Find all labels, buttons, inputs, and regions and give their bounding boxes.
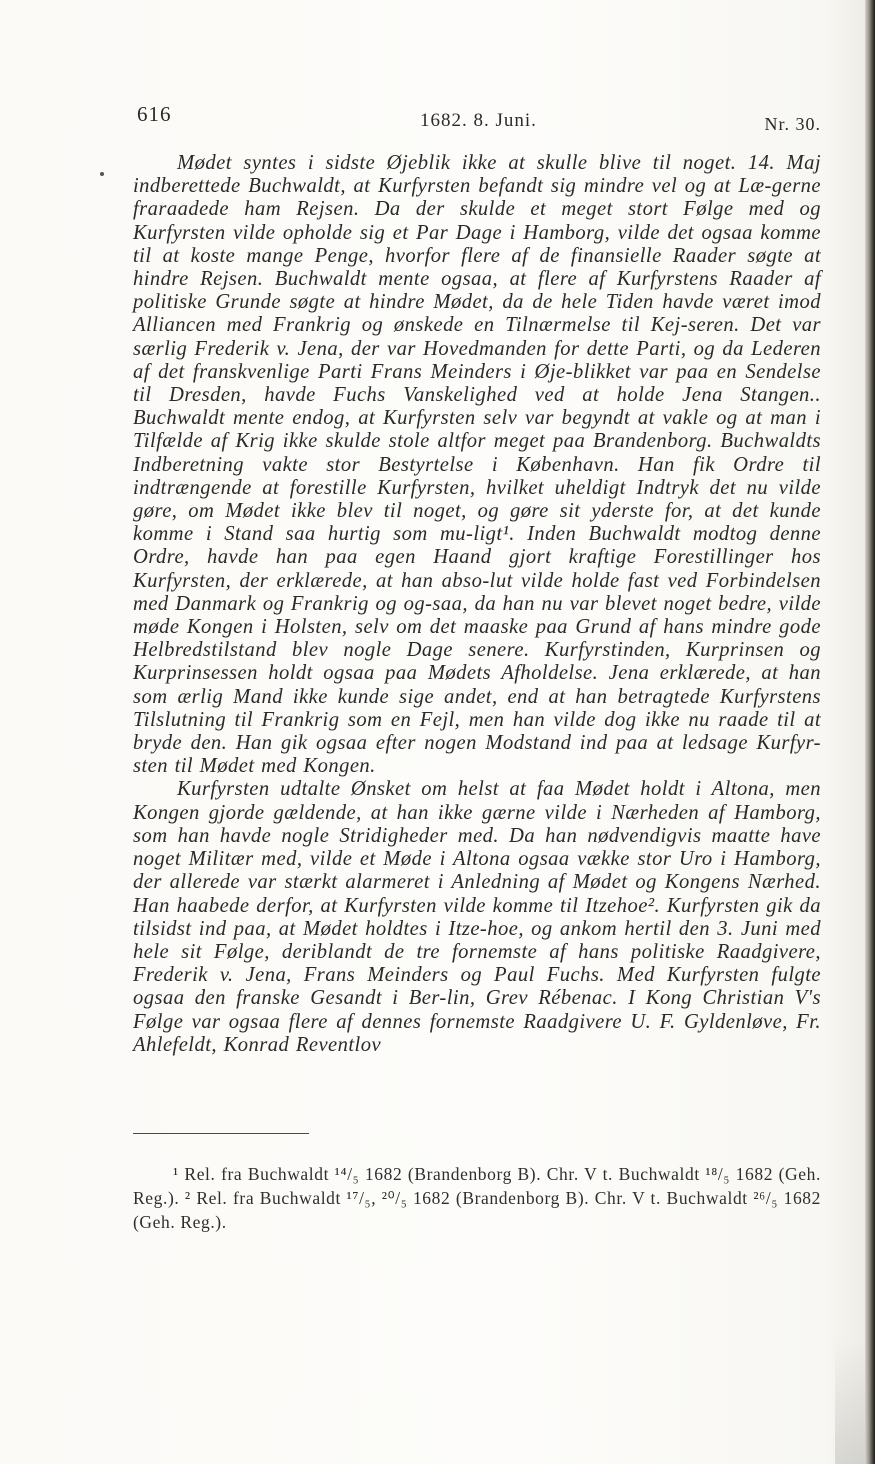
footnote-text: ¹ Rel. fra Buchwaldt ¹⁴/₅ 1682 (Brandenborg B). Chr. V t. Buchwaldt ¹⁸/₅ 1682 (Geh. Reg.). ² Rel. fra Buchwaldt ¹⁷/₅, ²⁰/₅ 1682 (Brandenborg B). Chr. V t. Buchwaldt ²⁶/₅ 1682 (Geh. Reg.). xyxy=(133,1164,821,1232)
footnote-rule xyxy=(133,1133,309,1134)
footnotes xyxy=(133,1162,821,1234)
main-text xyxy=(133,152,821,1057)
margin-mark xyxy=(100,172,104,176)
paragraph: Kurfyrsten udtalte Ønsket om helst at faa Mødet holdt i Altona, men Kongen gjorde gældende, at han ikke gærne vilde i Nærheden af Hamborg, som han havde nogle Stridigheder med. Da han nødvendigvis maatte have noget Militær med, vilde et Møde i Altona ogsaa vække stor Uro i Hamborg, der allerede var stærkt alarmeret i Anledning af Mødet og Kongens Nærhed. Han haabede derfor, at Kurfyrsten vilde komme til Itzehoe². Kurfyrsten gik da tilsidst ind paa, at Mødet holdtes i Itze-hoe, og ankom hertil den 3. Juni med hele sit Følge, deriblandt de tre fornemste af hans politiske Raadgivere, Frederik v. Jena, Frans Meinders og Paul Fuchs. Med Kurfyrsten fulgte ogsaa den franske Gesandt i Ber-lin, Grev Rébenac. I Kong Christian V's Følge var ogsaa flere af dennes fornemste Raadgivere U. F. Gyldenløve, Fr. Ahlefeldt, Konrad Reventlov xyxy=(133,778,821,1056)
document-number: Nr. 30. xyxy=(764,114,821,134)
binding-edge xyxy=(865,0,875,1464)
page-shadow xyxy=(835,1340,865,1464)
running-head: 1682. 8. Juni. xyxy=(420,110,537,131)
page-header xyxy=(137,100,821,140)
paragraph: Mødet syntes i sidste Øjeblik ikke at skulle blive til noget. 14. Maj indberettede Buchwaldt, at Kurfyrsten befandt sig mindre vel og at Læ-gerne fraraadede ham Rejsen. Da der skulde et meget stort Følge med og Kurfyrsten vilde opholde sig et Par Dage i Hamborg, vilde det ogsaa komme til at koste mange Penge, hvorfor flere af de finansielle Raader søgte at hindre Rejsen. Buchwaldt mente ogsaa, at flere af Kurfyrstens Raader af politiske Grunde søgte at hindre Mødet, da de hele Tiden havde været imod Alliancen med Frankrig og ønskede en Tilnærmelse til Kej-seren. Det var særlig Frederik v. Jena, der var Hovedmanden for dette Parti, og da Lederen af det franskvenlige Parti Frans Meinders i Øje-blikket var paa en Sendelse til Dresden, havde Fuchs Vanskelighed ved at holde Jena Stangen.. Buchwaldt mente endog, at Kurfyrsten selv var begyndt at vakle og at man i Tilfælde af Krig ikke skulde stole altfor meget paa Brandenborg. Buchwaldts Indberetning vakte stor Bestyrtelse i København. Han fik Ordre til indtrængende at forestille Kurfyrsten, hvilket uheldigt Indtryk det nu vilde gøre, om Mødet ikke blev til noget, og gøre sit yderste for, at det kunde komme i Stand saa hurtig som mu-ligt¹. Inden Buchwaldt modtog denne Ordre, havde han paa egen Haand gjort kraftige Forestillinger hos Kurfyrsten, der erklærede, at han abso-lut vilde holde fast ved Forbindelsen med Danmark og Frankrig og og-saa, da han nu var blevet noget bedre, vilde møde Kongen i Holsten, selv om det maaske paa Grund af hans mindre gode Helbredstilstand blev nogle Dage senere. Kurfyrstinden, Kurprinsen og Kurprinsessen holdt ogsaa paa Mødets Afholdelse. Jena erklærede, at han som ærlig Mand ikke kunde sige andet, end at han betragtede Kurfyrstens Tilslutning til Frankrig som en Fejl, men han vilde dog ikke nu raade til at bryde den. Han gik ogsaa efter nogen Modstand ind paa at ledsage Kurfyr-sten til Mødet med Kongen. xyxy=(133,152,821,778)
page-number: 616 xyxy=(137,102,172,126)
